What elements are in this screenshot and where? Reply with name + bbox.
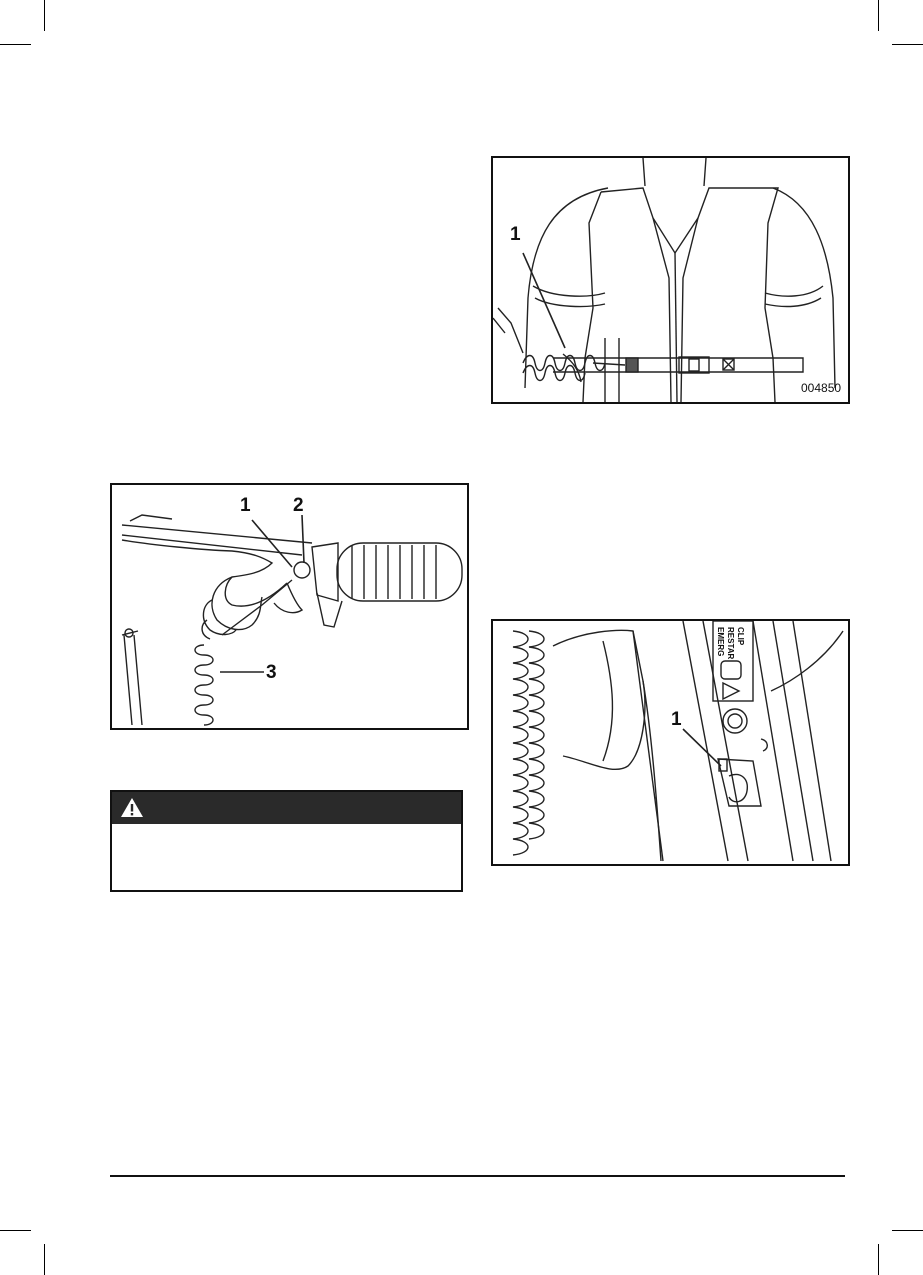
crop-mark bbox=[44, 0, 45, 31]
warning-box bbox=[110, 790, 463, 892]
crop-mark bbox=[878, 1244, 879, 1275]
crop-mark bbox=[0, 44, 31, 45]
clip-illustration bbox=[493, 621, 848, 864]
callout-number: 1 bbox=[240, 495, 251, 516]
grip-illustration bbox=[112, 485, 467, 728]
figure-vest-lanyard bbox=[491, 156, 850, 404]
callout-number: 1 bbox=[671, 709, 682, 730]
crop-mark bbox=[892, 44, 923, 45]
clip-label-line: EMERG bbox=[716, 627, 725, 657]
clip-label-line: RESTAR bbox=[726, 627, 735, 660]
vest-illustration bbox=[493, 158, 848, 402]
figure-restart-clip bbox=[491, 619, 850, 866]
figure-code: 004850 bbox=[801, 381, 842, 395]
warning-triangle-icon bbox=[120, 797, 144, 818]
crop-mark bbox=[0, 1230, 31, 1231]
figure-handlebar-grip bbox=[110, 483, 469, 730]
crop-mark bbox=[892, 1230, 923, 1231]
callout-number: 1 bbox=[510, 224, 521, 245]
crop-mark bbox=[878, 0, 879, 31]
crop-mark bbox=[44, 1244, 45, 1275]
callout-number: 3 bbox=[266, 662, 277, 683]
warning-header bbox=[112, 792, 461, 824]
callout-number: 2 bbox=[293, 495, 304, 516]
clip-label-line: CLIP bbox=[736, 627, 745, 646]
footer-rule bbox=[110, 1175, 845, 1177]
